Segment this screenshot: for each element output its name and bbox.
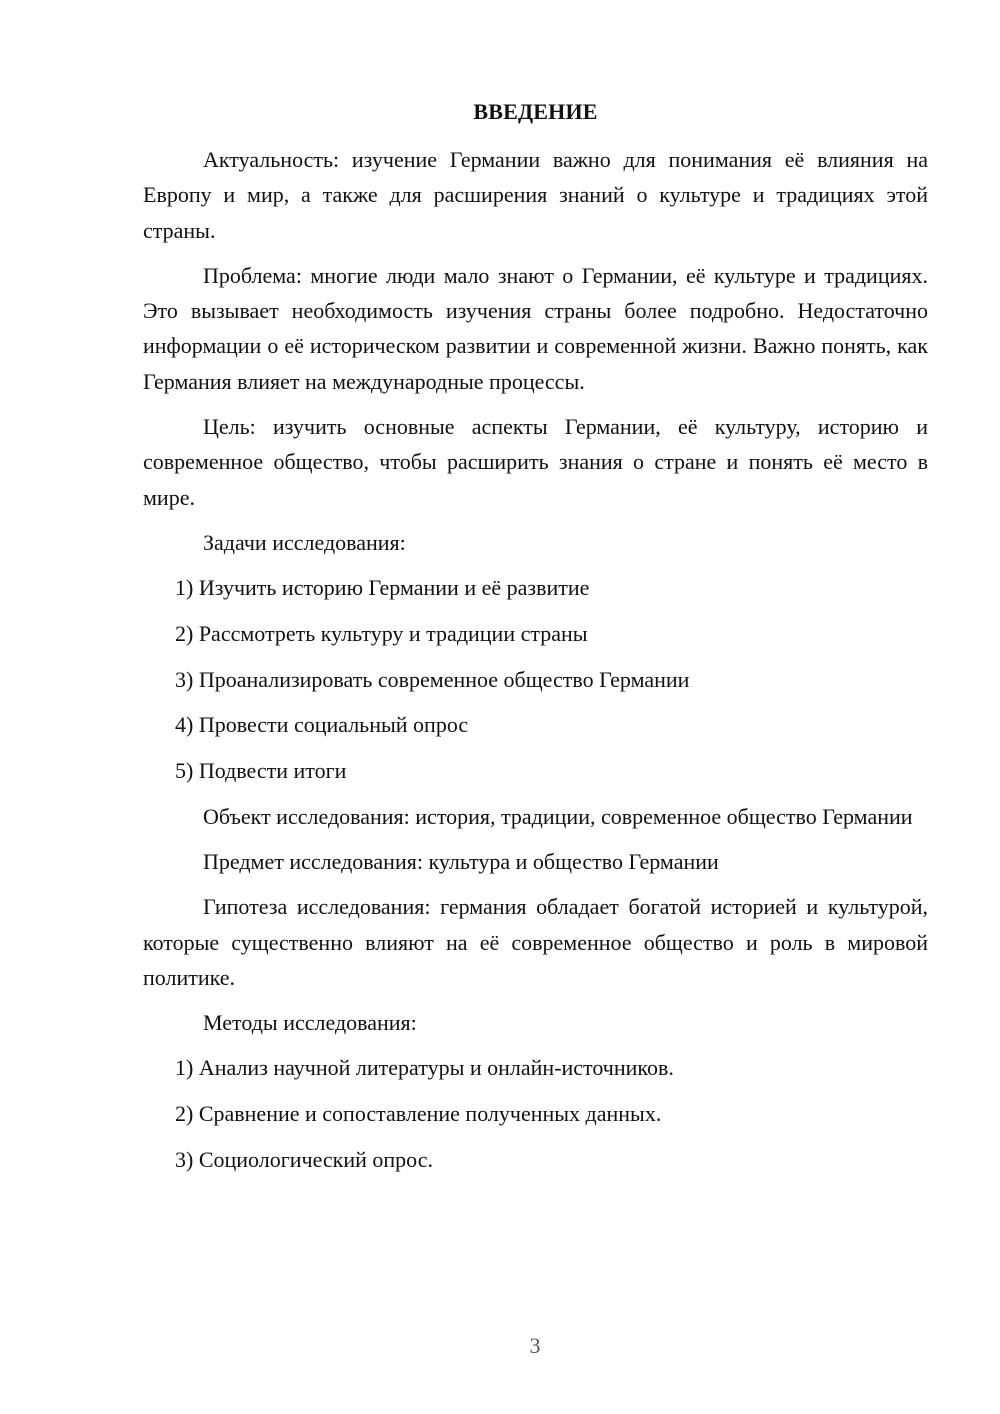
goal-paragraph: Цель: изучить основные аспекты Германии, её культуру, историю и современное общество, чтобы расширить знания о стране и понять её место в мире. [143,414,928,510]
object-paragraph: Объект исследования: история, традиции, современное общество Германии [203,803,913,829]
page-number: 3 [529,1333,541,1358]
page-title: ВВЕДЕНИЕ [473,99,598,124]
relevance-paragraph: Актуальность: изучение Германии важно для понимания её влияния на Европу и мир, а также для расширения знаний о культуре и традициях этой страны. [143,147,928,243]
subject-paragraph: Предмет исследования: культура и общество Германии [203,849,719,874]
methods-list [143,1050,928,1177]
methods-heading: Методы исследования: [203,1010,417,1036]
list-item: 2) Сравнение и сопоставление полученных данных. [175,1101,662,1127]
document-body [143,94,928,1188]
list-item: 2) Рассмотреть культуру и традиции страны [175,620,588,646]
problem-paragraph: Проблема: многие люди мало знают о Германии, её культуре и традициях. Это вызывает необходимость изучения страны более подробно. Недостаточно информации о её историческом развитии и современной жизни. Важно понять, как Германия влияет на международные процессы. [143,262,928,394]
list-item: 1) Изучить историю Германии и её развитие [175,575,590,601]
hypothesis-paragraph: Гипотеза исследования: германия обладает богатой историей и культурой, которые существенно влияют на её современное общество и роль в мировой политике. [143,894,928,990]
list-item: 3) Проанализировать современное общество Германии [175,666,690,692]
list-item: 3) Социологический опрос. [175,1146,433,1172]
tasks-list [143,570,928,788]
list-item: 4) Провести социальный опрос [175,712,469,738]
list-item: 5) Подвести итоги [175,758,347,784]
tasks-heading: Задачи исследования: [203,529,406,555]
list-item: 1) Анализ научной литературы и онлайн-источников. [175,1055,674,1081]
